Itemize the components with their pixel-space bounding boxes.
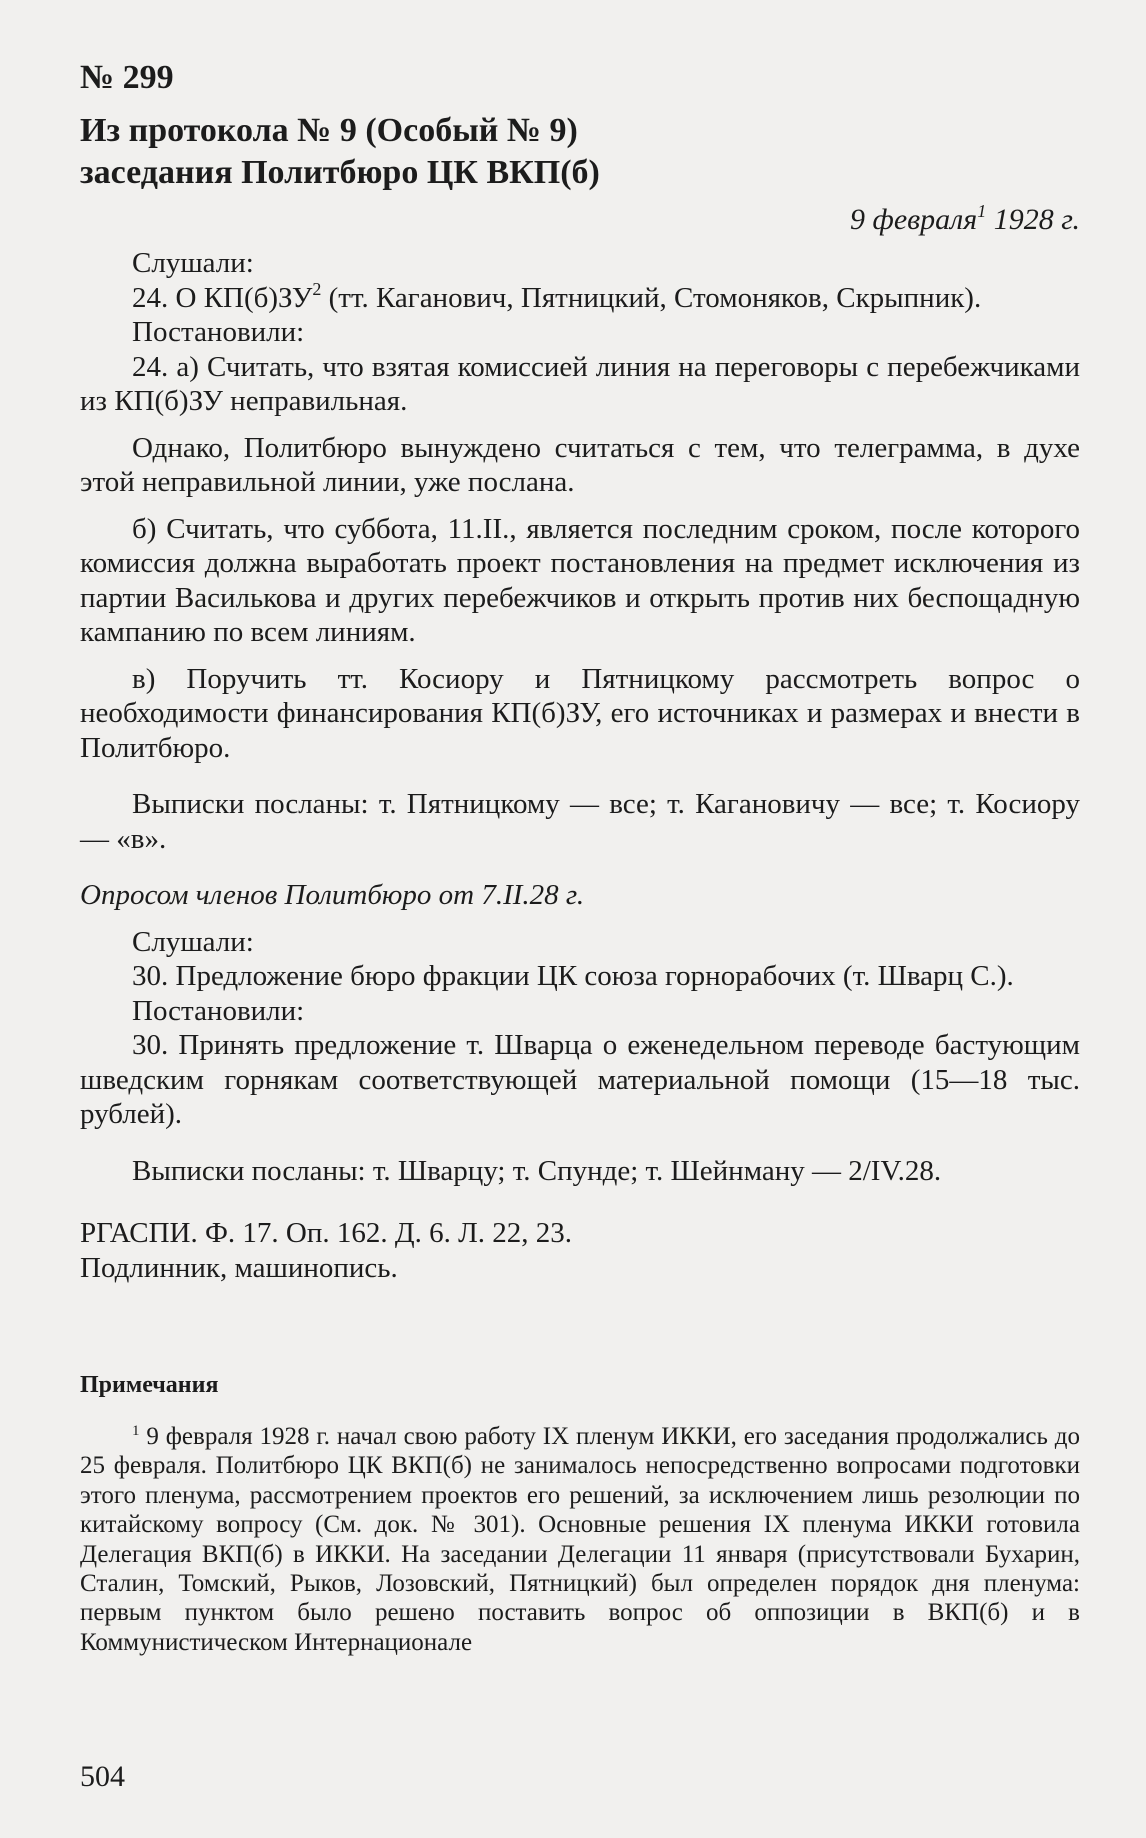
document-date [80,203,1080,237]
notes-body [80,1422,1080,1657]
extracts-sent-24: Выписки посланы: т. Пятницкому — все; т. Кагановичу — все; т. Косиору — «в». [80,788,1080,855]
poll-heading: Опросом членов Политбюро от 7.II.28 г. [80,879,585,911]
document-number: № 299 [80,59,174,96]
notes-heading: Примечания [80,1372,219,1398]
note-1: $^1$ 9 февраля 1928 г. начал свою работу IX пленум ИККИ, его заседания продолжались до 25 февраля. Политбюро ЦК ВКП(б) не занималось непосредственно вопросами подготовки этого пленума, рассмотрением проектов его решений, за исключением лишь резолюции по китайскому вопросу (См. док. № 301). Основные решения IX пленума ИККИ готовила Делегация ВКП(б) в ИККИ. На заседании Делегации 11 января (присутствовали Бухарин, Сталин, Томский, Рыков, Лозовский, Пятницкий) был определен порядок дня пленума: первым пунктом было решено поставить вопрос об оппозиции в ВКП(б) и в Коммунистическом Интернационале [80,1423,1080,1656]
footnote-ref-1[interactable]: 1 [977,201,987,221]
archive-reference: РГАСПИ. Ф. 17. Оп. 162. Д. 6. Л. 22, 23. [80,1217,573,1249]
extracts-sent-30: Выписки посланы: т. Шварцу; т. Спунде; т. Шейнману — 2/IV.28. [132,1154,942,1187]
date-year: 1928 г. [986,203,1080,236]
decision-24-b: б) Считать, что суббота, 11.II., является последним сроком, после которого комиссия должна выработать проект постановления на предмет исключения из партии Василькова и других перебежчиков и открыть против них беспощадную кампанию по всем линиям. [80,512,1080,648]
agenda-item-24: 24. О $КП(б)ЗУ^2$ (тт. Каганович, Пятницкий, Стомоняков, Скрыпник). [132,278,982,314]
footnote-ref-2[interactable]: 2 [312,278,322,299]
decision-24-c: в) Поручить тт. Косиору и Пятницкому рассмотреть вопрос о необходимости финансирования КП(б)ЗУ, его источниках и размерах и внести в Политбюро. [80,662,1080,764]
document-title [80,110,1080,194]
title-line-1: Из протокола № 9 (Особый № 9) [80,112,578,149]
title-line-2: заседания Политбюро ЦК ВКП(б) [80,154,600,191]
protocol-body [80,246,1080,1285]
heard-label: Слушали: [132,247,254,279]
date-day: 9 февраля [850,203,978,236]
decision-24-a: 24. а) Считать, что взятая комиссией линия на переговоры с перебежчиками из КП(б)ЗУ неправильная. [80,350,1080,417]
page-number: 504 [80,1760,125,1793]
archive-document-type: Подлинник, машинопись. [80,1251,398,1284]
agenda-item-30: 30. Предложение бюро фракции ЦК союза горнорабочих (т. Шварц С.). [132,960,1014,992]
decision-30: 30. Принять предложение т. Шварца о еженедельном переводе бастующим шведским горнякам соответствующей материальной помощи (15—18 тыс. рублей). [80,1029,1080,1130]
decided-label: Постановили: [132,316,305,348]
note-1-marker: 1 [132,1423,140,1439]
decision-24-a-continued: Однако, Политбюро вынуждено считаться с тем, что телеграмма, в духе этой неправильной линии, уже послана. [80,431,1080,498]
heard-label-2: Слушали: [132,925,254,958]
decided-label-2: Постановили: [132,994,305,1027]
